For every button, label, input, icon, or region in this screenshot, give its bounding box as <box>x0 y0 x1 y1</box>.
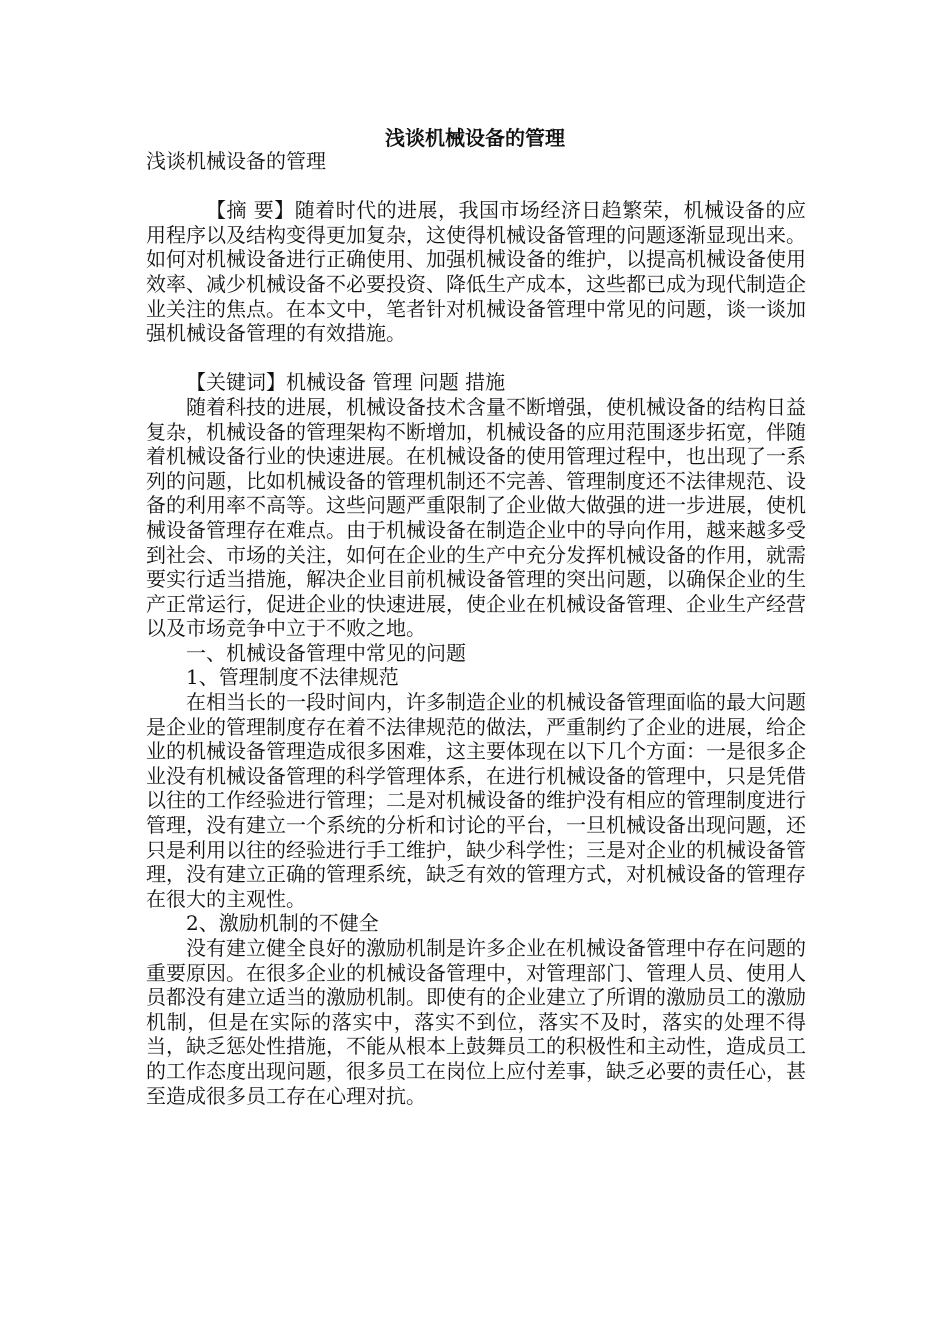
blank-line <box>146 346 806 371</box>
subsection-heading: 1、管理制度不法律规范 <box>186 665 399 690</box>
body-paragraph: 在相当长的一段时间内，许多制造企业的机械设备管理面临的最大问题是企业的管理制度存在着不法律规范的做法，严重制约了企业的进展，给企业的机械设备管理造成很多困难，这主要体现在以下几个方面：一是很多企业没有机械设备管理的科学管理体系，在进行机械设备的管理中，只是凭借以往的工作经验进行管理；二是对机械设备的维护没有相应的管理制度进行管理，没有建立一个系统的分析和讨论的平台，一旦机械设备出现问题，还只是利用以往的经验进行手工维护，缺少科学性；三是对企业的机械设备管理，没有建立正确的管理系统，缺乏有效的管理方式，对机械设备的管理存在很大的主观性。 <box>146 690 806 911</box>
subsection-heading: 2、激励机制的不健全 <box>186 911 379 936</box>
section-heading: 一、机械设备管理中常见的问题 <box>186 640 466 665</box>
document-title: 浅谈机械设备的管理 <box>385 126 565 150</box>
body-paragraph: 没有建立健全良好的激励机制是许多企业在机械设备管理中存在问题的重要原因。在很多企业的机械设备管理中，对管理部门、管理人员、使用人员都没有建立适当的激励机制。即使有的企业建立了所谓的激励员工的激励机制，但是在实际的落实中，落实不到位，落实不及时，落实的处理不得当，缺乏惩处性措施，不能从根本上鼓舞员工的积极性和主动性，造成员工的工作态度出现问题，很多员工在岗位上应付差事，缺乏必要的责任心，甚至造成很多员工存在心理对抗。 <box>146 936 806 1108</box>
blank-line <box>146 174 806 199</box>
abstract-paragraph: 【摘 要】随着时代的进展，我国市场经济日趋繁荣，机械设备的应用程序以及结构变得更加复杂，这使得机械设备管理的问题逐渐显现出来。如何对机械设备进行正确使用、加强机械设备的维护，以提高机械设备使用效率、减少机械设备不必要投资、降低生产成本，这些都已成为现代制造企业关注的焦点。在本文中，笔者针对机械设备管理中常见的问题，谈一谈加强机械设备管理的有效措施。 <box>146 198 806 346</box>
document-subtitle: 浅谈机械设备的管理 <box>146 149 326 173</box>
document-body <box>146 149 806 1108</box>
keywords-line: 【关键词】机械设备 管理 问题 措施 <box>186 370 506 395</box>
intro-paragraph: 随着科技的进展，机械设备技术含量不断增强，使机械设备的结构日益复杂，机械设备的管理架构不断增加，机械设备的应用范围逐步拓宽，伴随着机械设备行业的快速进展。在机械设备的使用管理过程中，也出现了一系列的问题，比如机械设备的管理机制还不完善、管理制度还不法律规范、设备的利用率不高等。这些问题严重限制了企业做大做强的进一步进展，使机械设备管理存在难点。由于机械设备在制造企业中的导向作用，越来越多受到社会、市场的关注，如何在企业的生产中充分发挥机械设备的作用，就需要实行适当措施，解决企业目前机械设备管理的突出问题，以确保企业的生产正常运行，促进企业的快速进展，使企业在机械设备管理、企业生产经营以及市场竞争中立于不败之地。 <box>146 394 806 641</box>
